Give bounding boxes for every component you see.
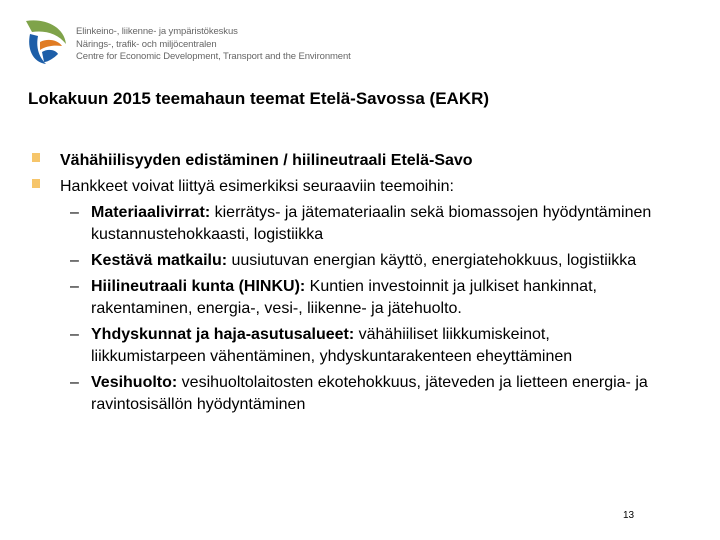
- subbullet-bold: Kestävä matkailu:: [91, 252, 228, 269]
- subbullet-bold: Hiilineutraali kunta (HINKU):: [91, 278, 306, 295]
- square-bullet-icon: [32, 179, 40, 188]
- dash-bullet-icon: –: [70, 204, 79, 221]
- dash-bullet-icon: –: [70, 278, 79, 295]
- logo-text-en: Centre for Economic Development, Transport and the Environment: [76, 51, 351, 62]
- subbullet-item: [32, 202, 652, 246]
- bullet-item: [32, 150, 652, 172]
- subbullet-text: kierrätys- ja jätemateriaalin sekä biomassojen hyödyntäminen kustannustehokkaasti, logistiikka: [91, 204, 652, 243]
- subbullet-item: [32, 324, 652, 368]
- dash-bullet-icon: –: [70, 252, 79, 269]
- dash-bullet-icon: –: [70, 326, 79, 343]
- subbullet-text: uusiutuvan energian käyttö, energiatehokkuus, logistiikka: [227, 252, 637, 269]
- slide-title: Lokakuun 2015 teemahaun teemat Etelä-Savossa (EAKR): [28, 89, 490, 108]
- dash-bullet-icon: –: [70, 374, 79, 391]
- slide-content: [32, 150, 652, 420]
- subbullet-item: [32, 372, 652, 416]
- bullet-bold: Vähähiilisyyden edistäminen / hiilineutraali Etelä-Savo: [60, 152, 473, 169]
- subbullet-bold: Yhdyskunnat ja haja-asutusalueet:: [91, 326, 355, 343]
- subbullet-text: vähähiiliset liikkumiskeinot, liikkumistarpeen vähentäminen, yhdyskuntarakenteen eheyttäminen: [91, 326, 573, 365]
- subbullet-text: Kuntien investoinnit ja julkiset hankinnat, rakentaminen, energia-, vesi-, liikenne- ja jätehuolto.: [91, 278, 597, 317]
- page-number: 13: [623, 510, 635, 521]
- subbullet-bold: Vesihuolto:: [91, 374, 178, 391]
- logo-text-sv: Närings-, trafik- och miljöcentralen: [76, 38, 217, 50]
- subbullet-text: vesihuoltolaitosten ekotehokkuus, jäteveden ja lietteen energia- ja ravintosisällön hyödyntäminen: [91, 374, 648, 413]
- bullet-item: [32, 176, 652, 198]
- subbullet-item: [32, 250, 652, 272]
- ely-centre-logo: [24, 18, 351, 68]
- subbullet-bold: Materiaalivirrat:: [91, 204, 211, 221]
- logo-text-fi: Elinkeino-, liikenne- ja ympäristökeskus: [76, 26, 238, 37]
- subbullet-item: [32, 276, 652, 320]
- square-bullet-icon: [32, 153, 40, 162]
- bullet-text: Hankkeet voivat liittyä esimerkiksi seuraaviin teemoihin:: [60, 178, 454, 195]
- ely-logo-icon: [24, 18, 74, 68]
